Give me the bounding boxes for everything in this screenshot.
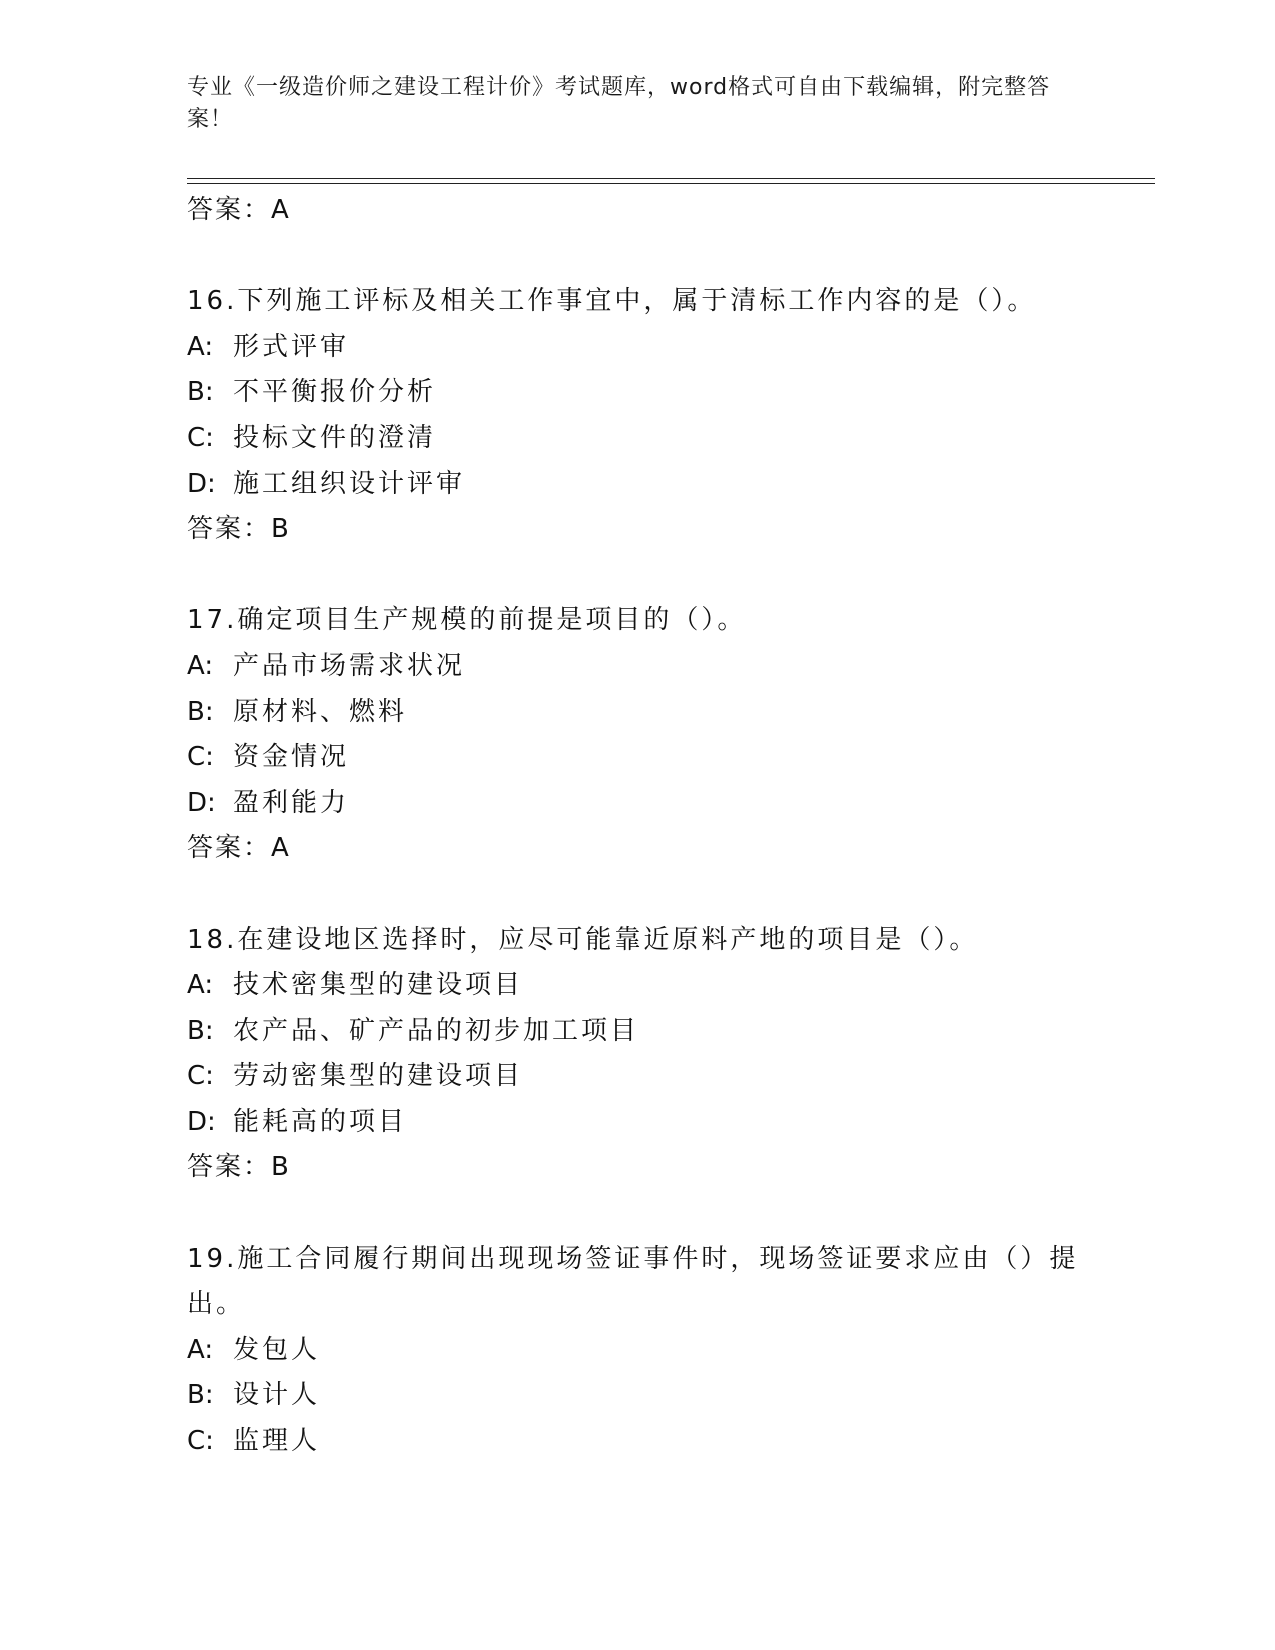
document-header: 专业《一级造价师之建设工程计价》考试题库，word格式可自由下载编辑，附完整答案！	[187, 75, 1051, 132]
question-item	[187, 918, 1087, 1192]
answer-line: 答案：A	[187, 195, 291, 225]
option-a	[187, 963, 1087, 1009]
option-c	[187, 416, 1087, 462]
header-divider-top	[187, 178, 1155, 179]
option-label: D:	[187, 1106, 216, 1137]
option-label: D:	[187, 468, 216, 499]
answer-line: 答案：A	[187, 833, 291, 864]
option-text: 不平衡报价分析	[233, 377, 437, 408]
option-label: B:	[187, 377, 214, 408]
question-list	[187, 188, 1087, 1465]
option-text: 盈利能力	[233, 787, 350, 818]
option-text: 产品市场需求状况	[233, 650, 466, 681]
option-label: C:	[187, 742, 214, 773]
question-item	[187, 279, 1087, 553]
option-text: 施工组织设计评审	[233, 468, 466, 499]
option-text: 形式评审	[233, 331, 350, 362]
option-b	[187, 690, 1087, 736]
option-text: 投标文件的澄清	[233, 422, 437, 453]
option-text: 监理人	[233, 1426, 321, 1457]
header-divider-bottom	[187, 183, 1155, 184]
option-label: A:	[187, 331, 214, 362]
option-b	[187, 1009, 1087, 1055]
option-a	[187, 325, 1087, 371]
option-label: B:	[187, 1015, 214, 1046]
option-text: 发包人	[233, 1334, 321, 1365]
option-label: B:	[187, 696, 214, 727]
option-d	[187, 781, 1087, 827]
question-item	[187, 1237, 1087, 1465]
option-label: C:	[187, 1061, 214, 1092]
option-text: 设计人	[233, 1380, 321, 1411]
option-text: 原材料、燃料	[233, 696, 408, 727]
option-a	[187, 644, 1087, 690]
option-d	[187, 462, 1087, 508]
question-title: 16.下列施工评标及相关工作事宜中，属于清标工作内容的是（）。	[187, 286, 1037, 317]
option-d	[187, 1100, 1087, 1146]
option-text: 技术密集型的建设项目	[233, 970, 524, 1001]
option-c	[187, 1419, 1087, 1465]
option-text: 农产品、矿产品的初步加工项目	[233, 1015, 640, 1046]
option-a	[187, 1328, 1087, 1374]
question-title: 19.施工合同履行期间出现现场签证事件时，现场签证要求应由（）提出。	[187, 1243, 1079, 1320]
question-title: 17.确定项目生产规模的前提是项目的（）。	[187, 605, 747, 636]
answer-line: 答案：B	[187, 1152, 291, 1183]
option-text: 能耗高的项目	[233, 1106, 408, 1137]
option-label: A:	[187, 970, 214, 1001]
option-c	[187, 1054, 1087, 1100]
option-label: A:	[187, 650, 214, 681]
option-label: C:	[187, 422, 214, 453]
question-item	[187, 598, 1087, 872]
question-title: 18.在建设地区选择时，应尽可能靠近原料产地的项目是（）。	[187, 924, 979, 955]
option-text: 劳动密集型的建设项目	[233, 1061, 524, 1092]
option-label: D:	[187, 787, 216, 818]
option-b	[187, 1373, 1087, 1419]
option-text: 资金情况	[233, 742, 350, 773]
option-label: B:	[187, 1380, 214, 1411]
answer-line: 答案：B	[187, 514, 291, 545]
option-b	[187, 370, 1087, 416]
option-c	[187, 735, 1087, 781]
option-label: C:	[187, 1426, 214, 1457]
option-label: A:	[187, 1334, 214, 1365]
